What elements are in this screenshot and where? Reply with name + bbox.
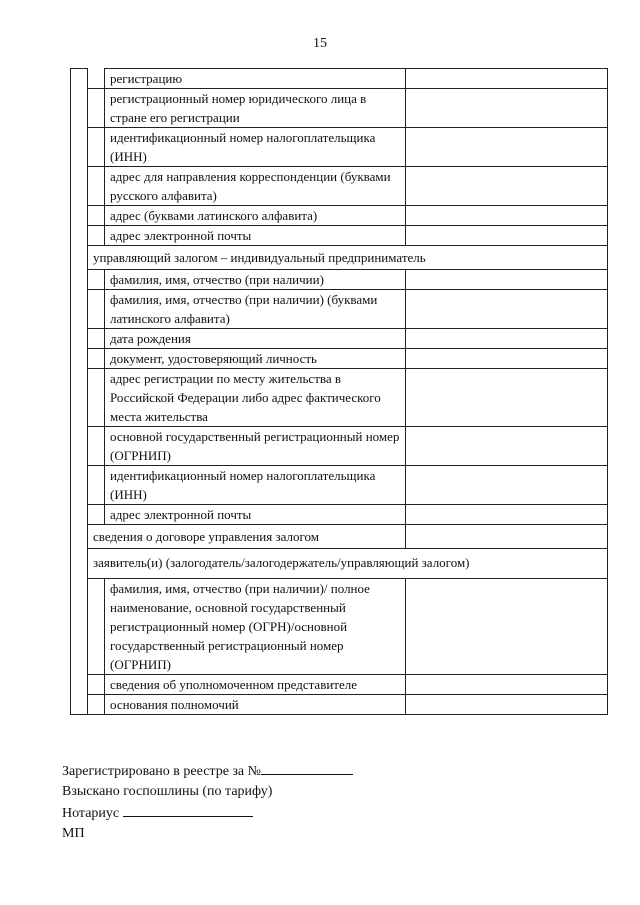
outer-indent-cell (71, 525, 88, 549)
table-row (71, 675, 608, 695)
outer-indent-cell (71, 369, 88, 427)
field-value-cell[interactable] (406, 369, 608, 427)
field-value-cell[interactable] (406, 226, 608, 246)
table-row (71, 505, 608, 525)
field-label: фамилия, имя, отчество (при наличии) (105, 270, 406, 290)
field-label: документ, удостоверяющий личность (105, 349, 406, 369)
field-label: основной государственный регистрационный номер (ОГРНИП) (105, 427, 406, 466)
field-label: идентификационный номер налогоплательщика (ИНН) (105, 128, 406, 167)
table-row (71, 579, 608, 675)
field-label: адрес электронной почты (105, 226, 406, 246)
table-row (71, 695, 608, 715)
notary-line (62, 802, 353, 824)
outer-indent-cell (71, 167, 88, 206)
page-number: 15 (313, 36, 327, 51)
table-row (71, 369, 608, 427)
inner-indent-cell (88, 349, 105, 369)
field-label: адрес для направления корреспонденции (буквами русского алфавита) (105, 167, 406, 206)
inner-indent-cell (88, 675, 105, 695)
field-label: адрес регистрации по месту жительства в Российской Федерации либо адрес фактического места жительства (105, 369, 406, 427)
outer-indent-cell (71, 695, 88, 715)
field-value-cell[interactable] (406, 427, 608, 466)
field-value-cell[interactable] (406, 579, 608, 675)
outer-indent-cell (71, 675, 88, 695)
table-row (71, 427, 608, 466)
outer-indent-cell (71, 505, 88, 525)
field-value-cell[interactable] (406, 505, 608, 525)
field-value-cell[interactable] (406, 69, 608, 89)
field-value-cell[interactable] (406, 466, 608, 505)
inner-indent-cell (88, 270, 105, 290)
field-label: дата рождения (105, 329, 406, 349)
table-row (71, 128, 608, 167)
field-value-cell[interactable] (406, 525, 608, 549)
fee-line: Взыскано госпошлины (по тарифу) (62, 784, 273, 799)
inner-indent-cell (88, 427, 105, 466)
section-heading-ip: управляющий залогом – индивидуальный предприниматель (88, 246, 608, 270)
table-row (71, 466, 608, 505)
outer-indent-cell (71, 246, 88, 270)
section-row (71, 525, 608, 549)
inner-indent-cell (88, 290, 105, 329)
inner-indent-cell (88, 128, 105, 167)
footer (62, 760, 353, 844)
field-value-cell[interactable] (406, 167, 608, 206)
field-value-cell[interactable] (406, 89, 608, 128)
registered-line (62, 760, 353, 782)
inner-indent-cell (88, 89, 105, 128)
field-value-cell[interactable] (406, 128, 608, 167)
inner-indent-cell (88, 579, 105, 675)
outer-indent-cell (71, 69, 88, 89)
field-value-cell[interactable] (406, 349, 608, 369)
table-row (71, 349, 608, 369)
table-row (71, 89, 608, 128)
outer-indent-cell (71, 466, 88, 505)
field-label: адрес электронной почты (105, 505, 406, 525)
field-label: регистрационный номер юридического лица в стране его регистрации (105, 89, 406, 128)
table-row (71, 206, 608, 226)
outer-indent-cell (71, 89, 88, 128)
field-label: идентификационный номер налогоплательщика (ИНН) (105, 466, 406, 505)
inner-indent-cell (88, 369, 105, 427)
section-heading-contract: сведения о договоре управления залогом (88, 525, 406, 549)
field-label: фамилия, имя, отчество (при наличии) (буквами латинского алфавита) (105, 290, 406, 329)
registry-number-blank[interactable] (261, 760, 353, 775)
notary-blank[interactable] (123, 802, 253, 817)
outer-indent-cell (71, 549, 88, 579)
field-value-cell[interactable] (406, 290, 608, 329)
outer-indent-cell (71, 206, 88, 226)
field-label: основания полномочий (105, 695, 406, 715)
field-value-cell[interactable] (406, 329, 608, 349)
outer-indent-cell (71, 427, 88, 466)
table-row (71, 290, 608, 329)
outer-indent-cell (71, 579, 88, 675)
table-row (71, 270, 608, 290)
section-heading-applicant: заявитель(и) (залогодатель/залогодержатель/управляющий залогом) (88, 549, 608, 579)
section-row (71, 246, 608, 270)
table-row (71, 167, 608, 206)
inner-indent-cell (88, 69, 105, 89)
outer-indent-cell (71, 270, 88, 290)
field-label: адрес (буквами латинского алфавита) (105, 206, 406, 226)
table-row (71, 69, 608, 89)
outer-indent-cell (71, 329, 88, 349)
registered-label: Зарегистрировано в реестре за № (62, 764, 262, 779)
outer-indent-cell (71, 290, 88, 329)
inner-indent-cell (88, 505, 105, 525)
inner-indent-cell (88, 167, 105, 206)
inner-indent-cell (88, 329, 105, 349)
field-label: фамилия, имя, отчество (при наличии)/ полное наименование, основной государственный регистрационный номер (ОГРН)/основной государственный регистрационный номер (ОГРНИП) (105, 579, 406, 675)
section-row (71, 549, 608, 579)
outer-indent-cell (71, 128, 88, 167)
table-row (71, 226, 608, 246)
inner-indent-cell (88, 226, 105, 246)
table-row (71, 329, 608, 349)
outer-indent-cell (71, 226, 88, 246)
form-table (70, 68, 608, 715)
inner-indent-cell (88, 695, 105, 715)
field-label: сведения об уполномоченном представителе (105, 675, 406, 695)
field-value-cell[interactable] (406, 695, 608, 715)
field-label: регистрацию (105, 69, 406, 89)
field-value-cell[interactable] (406, 675, 608, 695)
inner-indent-cell (88, 466, 105, 505)
inner-indent-cell (88, 206, 105, 226)
seal-line: МП (62, 826, 85, 841)
outer-indent-cell (71, 349, 88, 369)
notary-label: Нотариус (62, 806, 120, 821)
field-value-cell[interactable] (406, 270, 608, 290)
field-value-cell[interactable] (406, 206, 608, 226)
